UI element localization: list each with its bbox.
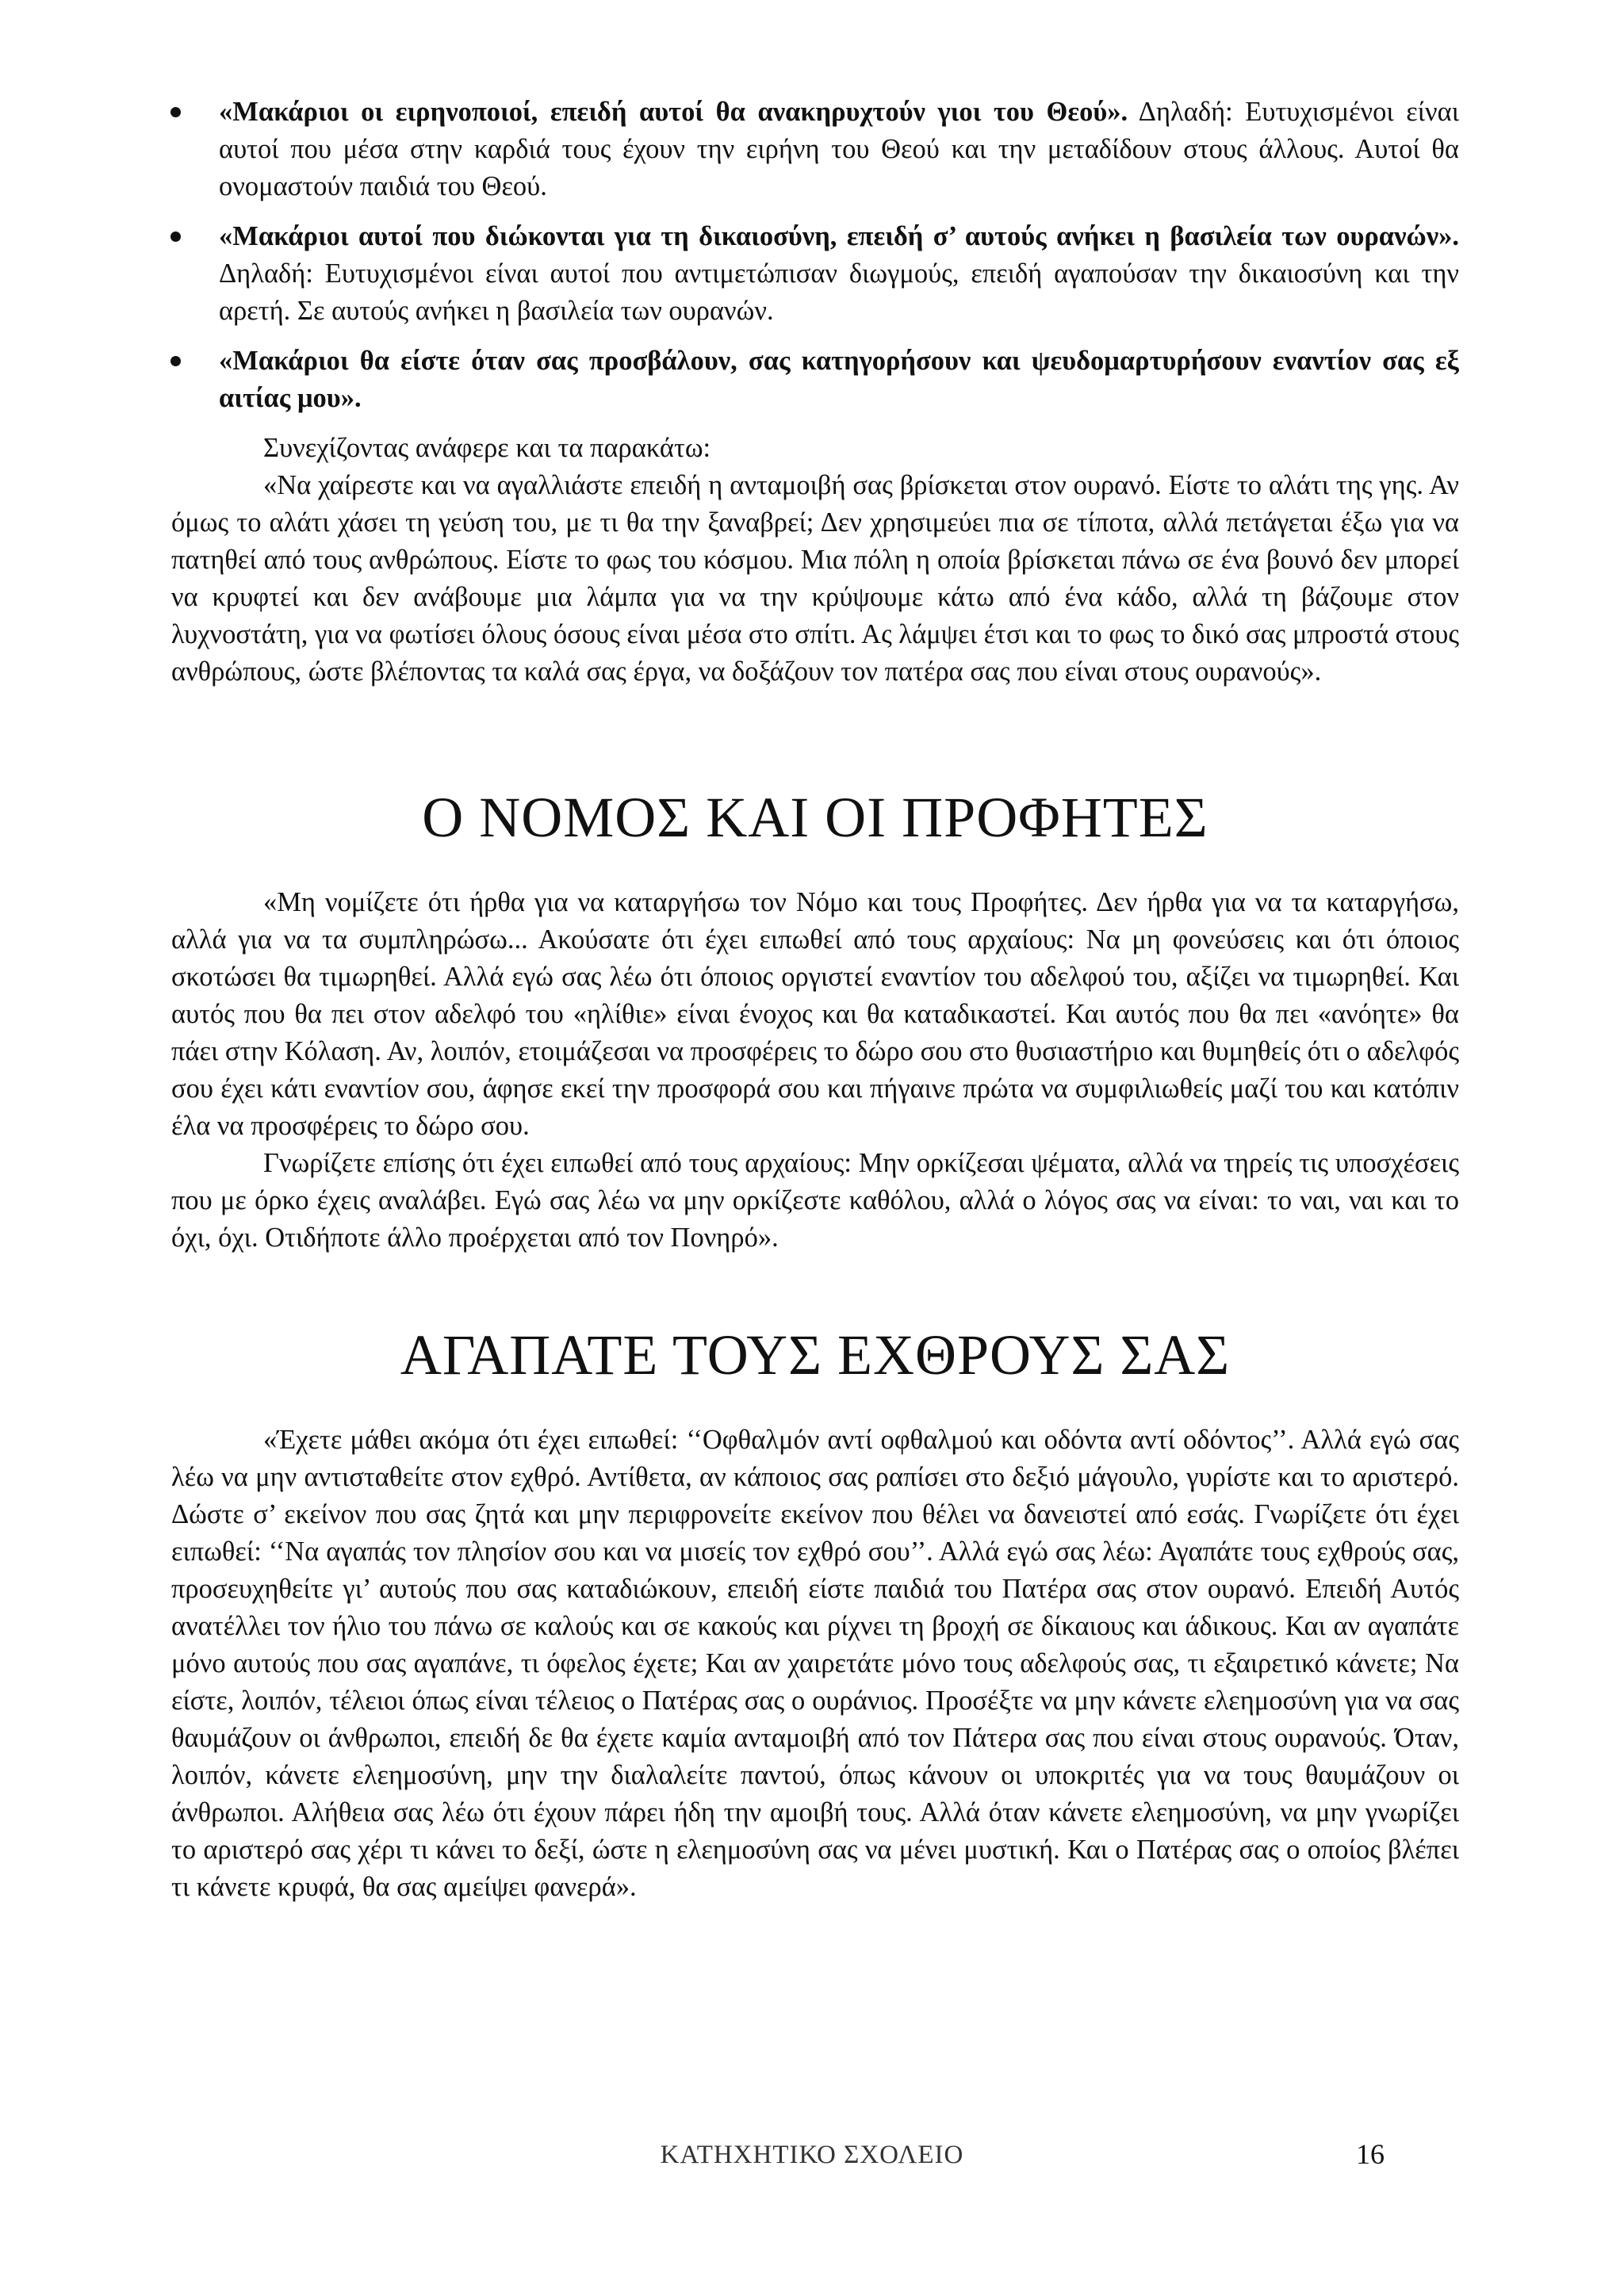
beatitudes-list (171, 94, 1459, 417)
beatitude-quote: «Μακάριοι αυτοί που διώκονται για τη δικαιοσύνη, επειδή σ’ αυτούς ανήκει η βασιλεία των ουρανών». (219, 221, 1459, 251)
beatitude-explanation: Δηλαδή: Ευτυχισμένοι είναι αυτοί που μέσα στην καρδιά τους έχουν την ειρήνη του Θεού και την μεταδίδουν στους άλλους. Αυτοί θα ονομαστούν παιδιά του Θεού. (219, 97, 1459, 201)
section-law-and-prophets (171, 785, 1459, 1257)
page-body (171, 94, 1459, 691)
bullet-icon (170, 356, 181, 366)
list-item (171, 218, 1459, 330)
intro-quote: «Να χαίρεστε και να αγαλλιάστε επειδή η ανταμοιβή σας βρίσκεται στον ουρανό. Είστε το αλάτι της γης. Αν όμως το αλάτι χάσει τη γεύση του, με τι θα την ξαναβρεί; Δεν χρησιμεύει πια σε τίποτα, αλλά πετάγεται έξω για να πατηθεί από τους ανθρώπους. Είστε το φως του κόσμου. Μια πόλη η οποία βρίσκεται πάνω σε ένα βουνό δεν μπορεί να κρυφτεί και δεν ανάβουμε μια λάμπα για να την κρύψουμε κάτω από ένα κάδο, αλλά τη βάζουμε στον λυχνοστάτη, για να φωτίσει όλους όσους είναι μέσα στο σπίτι. Ας λάμψει έτσι και το φως το δικό σας μπροστά στους ανθρώπους, ώστε βλέποντας τα καλά σας έργα, να δοξάζουν τον πατέρα σας που είναι στους ουρανούς». (171, 470, 1459, 687)
footer-title: ΚΑΤΗΧΗΤΙΚΟ ΣΧΟΛΕΙΟ (660, 2141, 964, 2169)
intro-block (171, 430, 1459, 691)
bullet-icon (170, 232, 181, 242)
beatitude-explanation: Δηλαδή: Ευτυχισμένοι είναι αυτοί που αντιμετώπισαν διωγμούς, επειδή αγαπούσαν την δικαιοσύνη και την αρετή. Σε αυτούς ανήκει η βασιλεία των ουρανών. (219, 258, 1459, 326)
section-paragraph: «Έχετε μάθει ακόμα ότι έχει ειπωθεί: ‘‘Οφθαλμόν αντί οφθαλμού και οδόντα αντί οδόντος’’. Αλλά εγώ σας λέω να μην αντισταθείτε στον εχθρό. Αντίθετα, αν κάποιος σας ραπίσει στο δεξιό μάγουλο, γυρίστε και το αριστερό. Δώστε σ’ εκείνον που σας ζητά και μην περιφρονείτε εκείνον που θέλει να δανειστεί από εσάς. Γνωρίζετε ότι έχει ειπωθεί: ‘‘Να αγαπάς τον πλησίον σου και να μισείς τον εχθρό σου’’. Αλλά εγώ σας λέω: Αγαπάτε τους εχθρούς σας, προσευχηθείτε γι’ αυτούς που σας καταδιώκουν, επειδή είστε παιδιά του Πατέρα σας στον ουρανό. Επειδή Αυτός ανατέλλει τον ήλιο του πάνω σε καλούς και σε κακούς και ρίχνει τη βροχή σε δίκαιους και άδικους. Και αν αγαπάτε μόνο αυτούς που σας αγαπάνε, τι όφελος έχετε; Και αν χαιρετάτε μόνο τους αδελφούς σας, τι εξαιρετικό κάνετε; Να είστε, λοιπόν, τέλειοι όπως είναι τέλειος ο Πατέρας σας ο ουράνιος. Προσέξτε να μην κάνετε ελεημοσύνη για να σας θαυμάζουν οι άνθρωποι, επειδή δε θα έχετε καμία ανταμοιβή από τον Πάτερα σας που είναι στους ουρανούς. Όταν, λοιπόν, κάνετε ελεημοσύνη, μην την διαλαλείτε παντού, όπως κάνουν οι υποκριτές για να τους θαυμάζουν οι άνθρωποι. Αλήθεια σας λέω ότι έχουν πάρει ήδη την αμοιβή τους. Αλλά όταν κάνετε ελεημοσύνη, να μην γνωρίζει το αριστερό σας χέρι τι κάνει το δεξί, ώστε η ελεημοσύνη σας να μένει μυστική. Και ο Πατέρας σας ο οποίος βλέπει τι κάνετε κρυφά, θα σας αμείψει φανερά». (171, 1425, 1459, 1902)
bullet-icon (170, 107, 181, 117)
section-heading: ΑΓΑΠΑΤΕ ΤΟΥΣ ΕΧΘΡΟΥΣ ΣΑΣ (400, 1323, 1231, 1387)
section-heading: Ο ΝΟΜΟΣ ΚΑΙ ΟΙ ΠΡΟΦΗΤΕΣ (422, 786, 1208, 849)
intro-lead: Συνεχίζοντας ανάφερε και τα παρακάτω: (263, 433, 711, 463)
page-number: 16 (1356, 2138, 1385, 2170)
list-item (171, 342, 1459, 417)
beatitude-quote: «Μακάριοι οι ειρηνοποιοί, επειδή αυτοί θα ανακηρυχτούν γιοι του Θεού». (219, 97, 1128, 127)
beatitude-quote: «Μακάριοι θα είστε όταν σας προσβάλουν, σας κατηγορήσουν και ψευδομαρτυρήσουν εναντίον σας εξ αιτίας μου». (219, 346, 1459, 413)
section-love-enemies (171, 1322, 1459, 1906)
section-paragraph: Γνωρίζετε επίσης ότι έχει ειπωθεί από τους αρχαίους: Μην ορκίζεσαι ψέματα, αλλά να τηρείς τις υποσχέσεις που με όρκο έχεις αναλάβει. Εγώ σας λέω να μην ορκίζεστε καθόλου, αλλά ο λόγος σας να είναι: το ναι, ναι και το όχι, όχι. Οτιδήποτε άλλο προέρχεται από τον Πονηρό». (171, 1148, 1459, 1253)
list-item (171, 94, 1459, 205)
section-paragraph: «Μη νομίζετε ότι ήρθα για να καταργήσω τον Νόμο και τους Προφήτες. Δεν ήρθα για να τα καταργήσω, αλλά για να τα συμπληρώσω... Ακούσατε ότι έχει ειπωθεί από τους αρχαίους: Να μη φονεύσεις και ότι όποιος σκοτώσει θα τιμωρηθεί. Αλλά εγώ σας λέω ότι όποιος οργιστεί εναντίον του αδελφού του, αξίζει να τιμωρηθεί. Και αυτός που θα πει στον αδελφό του «ηλίθιε» είναι ένοχος και θα καταδικαστεί. Και αυτός που θα πει «ανόητε» θα πάει στην Κόλαση. Αν, λοιπόν, ετοιμάζεσαι να προσφέρεις το δώρο σου στο θυσιαστήριο και θυμηθείς ότι ο αδελφός σου έχει κάτι εναντίον σου, άφησε εκεί την προσφορά σου και πήγαινε πρώτα να συμφιλιωθείς μαζί του και κατόπιν έλα να προσφέρεις το δώρο σου. (171, 887, 1459, 1141)
